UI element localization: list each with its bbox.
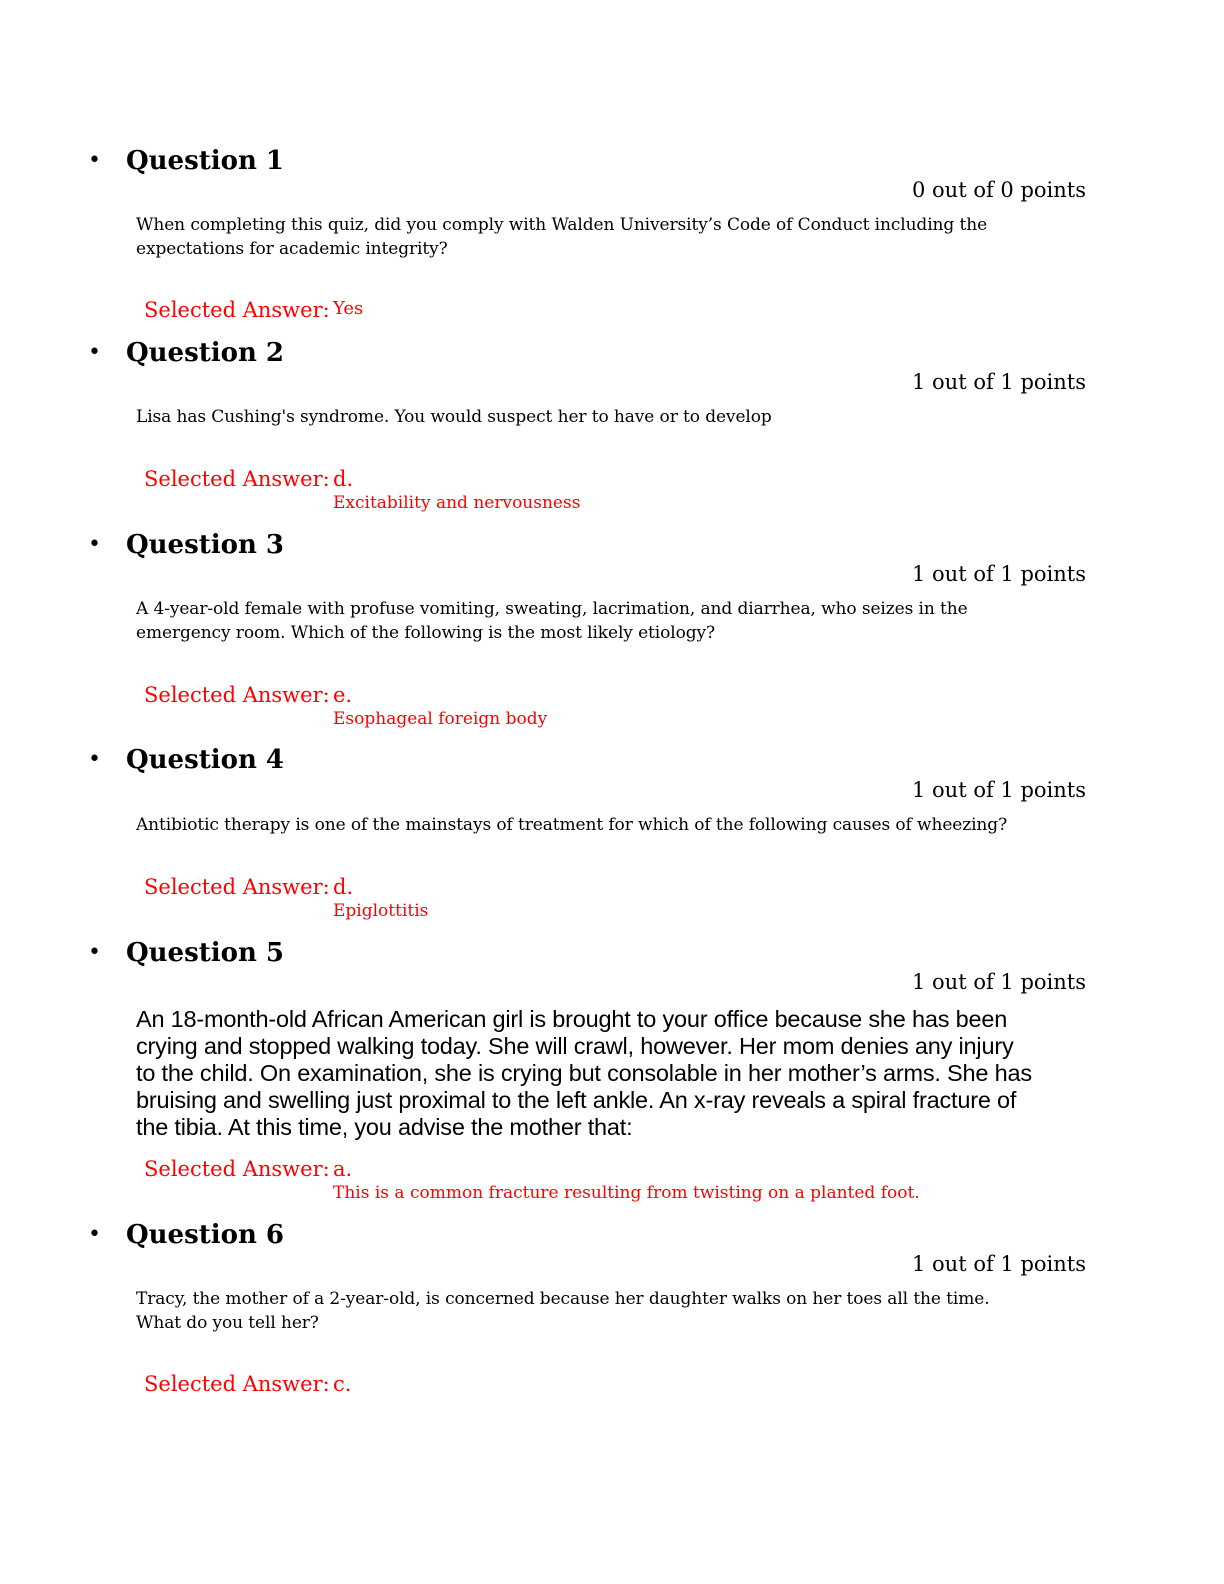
selected-answer-label: Selected Answer: — [144, 1372, 330, 1396]
selected-answer-letter: e. — [333, 683, 353, 707]
selected-answer-text: Epiglottitis — [333, 901, 429, 921]
question-points: 1 out of 1 points — [912, 370, 1086, 394]
question-title: Question 3 — [126, 530, 285, 560]
selected-answer-letter: d. — [333, 467, 354, 491]
question-title: Question 1 — [126, 146, 285, 176]
selected-answer-label: Selected Answer: — [144, 683, 330, 707]
question-title: Question 5 — [126, 938, 285, 968]
question-text: Tracy, the mother of a 2-year-old, is concerned because her daughter walks on her toes all the time. What do you tell her? — [136, 1289, 990, 1333]
selected-answer-text: Excitability and nervousness — [333, 493, 581, 513]
list-bullet: • — [88, 148, 101, 173]
selected-answer-label: Selected Answer: — [144, 298, 330, 322]
question-points: 1 out of 1 points — [912, 970, 1086, 994]
list-bullet: • — [88, 1222, 101, 1247]
question-points: 1 out of 1 points — [912, 562, 1086, 586]
selected-answer-label: Selected Answer: — [144, 1157, 330, 1181]
list-bullet: • — [88, 940, 101, 965]
selected-answer-letter: Yes — [333, 298, 364, 319]
question-title: Question 2 — [126, 338, 285, 368]
question-points: 1 out of 1 points — [912, 1252, 1086, 1276]
list-bullet: • — [88, 340, 101, 365]
list-bullet: • — [88, 532, 101, 557]
selected-answer-label: Selected Answer: — [144, 875, 330, 899]
selected-answer-letter: d. — [333, 875, 354, 899]
selected-answer-text: Esophageal foreign body — [333, 709, 548, 729]
question-points: 1 out of 1 points — [912, 778, 1086, 802]
list-bullet: • — [88, 747, 101, 772]
selected-answer-letter: a. — [333, 1157, 353, 1181]
selected-answer-letter: c. — [333, 1372, 352, 1396]
question-text: A 4-year-old female with profuse vomiting, sweating, lacrimation, and diarrhea, who seizes in the emergency room. Which of the following is the most likely etiology? — [136, 599, 968, 643]
question-text: Antibiotic therapy is one of the mainstays of treatment for which of the following causes of wheezing? — [136, 815, 1008, 835]
question-title: Question 6 — [126, 1220, 285, 1250]
question-text: When completing this quiz, did you comply with Walden University’s Code of Conduct including the expectations for academic integrity? — [136, 215, 988, 259]
selected-answer-text: This is a common fracture resulting from twisting on a planted foot. — [333, 1183, 920, 1203]
question-text: Lisa has Cushing's syndrome. You would suspect her to have or to develop — [136, 407, 772, 427]
question-points: 0 out of 0 points — [912, 178, 1086, 202]
selected-answer-label: Selected Answer: — [144, 467, 330, 491]
question-text: An 18-month-old African American girl is brought to your office because she has been crying and stopped walking today. She will crawl, however. Her mom denies any injury to the child. On examination, she is crying but consolable in her mother’s arms. She has bruising and swelling just proximal to the left ankle. An x-ray reveals a spiral fracture of the tibia. At this time, you advise the mother that: — [136, 1006, 1032, 1140]
question-title: Question 4 — [126, 745, 285, 775]
